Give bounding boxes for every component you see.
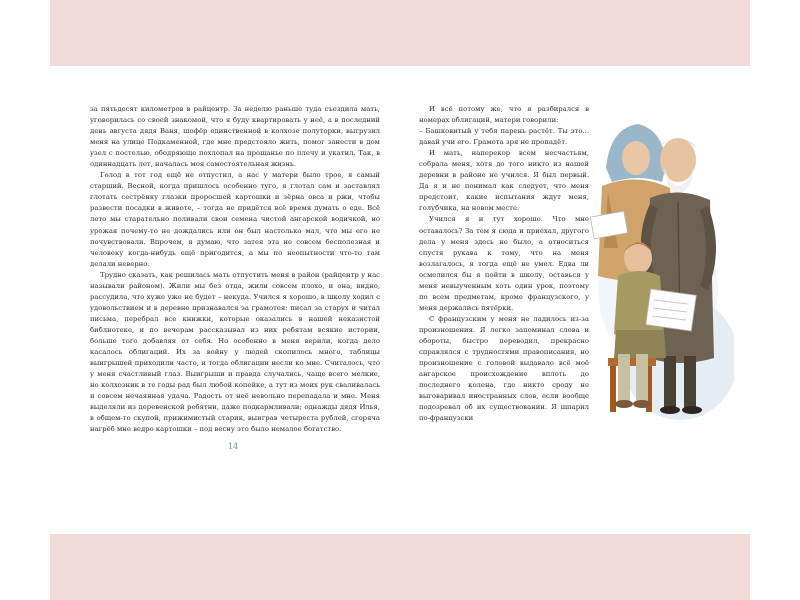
- right-paragraph: С французским у меня не ладилось из-за произношения. Я легко запоминал слова и обороты, быстро переводил, прекрасно справлялся с трудностями правописания, но произношение с головой выдавало всё моё ангарское происхождение вплоть до последнего колена, где никто сроду не выговаривал иностранных слов, если вообще подозревал об их существовании. Я шпарил по-французски: [419, 314, 589, 423]
- left-page-text: [90, 104, 380, 435]
- page-number: 14: [228, 442, 239, 451]
- illustration-family-reading: [588, 108, 734, 428]
- right-paragraph: И мать, наперекор всем несчастьям, собрала меня, хотя до того никто из нашей деревни в районе не учился. Я был первый. Да я и не понимал как следует, что меня предстоит, какие испытания ждут меня, голубчика, на новом месте.: [419, 149, 589, 213]
- right-paragraph: И всё потому же, что я разбирался в номерах облигаций, матери говорили:: [419, 105, 589, 125]
- right-paragraph: – Башковитый у тебя парень растёт. Ты это... давай учи его. Грамота зря не пропадёт.: [419, 127, 589, 147]
- right-paragraph: Учился я и тут хорошо. Что мне оставалось? За тем я сюда и приехал, другого дела у меня здесь не было, а относиться спустя рукава к тому, что на меня возлагалось, я тогда ещё не умел. Едва ли осмелился бы я пойти в школу, оставься у меня невыученным хоть один урок, поэтому по всем предметам, кроме французского, у меня держались пятёрки.: [419, 215, 589, 312]
- top-margin-band: [50, 0, 750, 66]
- left-paragraph: Трудно сказать, как решилась мать отпустить меня в район (райцентр у нас называли районом). Жили мы без отца, жили совсем плохо, и она, видно, рассудила, что хуже уже не будет – некуда. Учился я хорошо, в школу ходил с удовольствием и в деревне признавался за грамотея: писал за старух и читал письма, перебрал все книжки, которые оказались в нашей неказистой библиотеке, и по вечерам рассказывал из них ребятам всякие истории, больше того добавляя от себя. Но особенно в меня верили, когда дело касалось облигаций. Их за войну у людей скопилось много, таблицы выигрышей приходили часто, и тогда облигации несли ко мне. Считалось, что у меня счастливый глаз. Выигрыши и правда случались, чаще всего мелкие, но колхозник в те годы рад был любой копейке, а тут из моих рук сваливалась и совсем нечаянная удача. Радость от неё невольно перепадала и мне. Меня выделяли из деревенской ребятни, даже подкармливали; однажды дядя Илья, в общем-то скупой, прижимистый старик, выиграв четыреста рублей, сгоряча нагрёб мне ведро картошки – под весну это было немалое богатство.: [90, 270, 380, 434]
- right-page-text: [419, 104, 589, 424]
- left-paragraph: Голод в тот год ещё не отпустил, а нас у матери было трое, я самый старший. Весной, когда пришлось особенно туго, я глотал сам и заставлял глотать сестрёнку глазки проросшей картошки и зёрна овса и ржи, чтобы развести посадки в животе, – тогда не придётся всё время думать о еде. Всё лето мы старательно поливали свои семена чистой ангарской водичкой, но урожая почему-то не дождались или он был настолько мал, что мы его не почувствовали. Впрочем, я думаю, что затея эта не совсем бесполезная и человеку когда-нибудь ещё пригодится, а мы по неопытности что-то там делали неверно.: [90, 171, 380, 268]
- bottom-margin-band: [50, 534, 750, 600]
- left-paragraph: за пятьдесят километров в райцентр. За неделю раньше туда съездила мать, уговорилась со своей знакомой, что я буду квартировать у неё, а в последний день августа дядя Ваня, шофёр единственной в колхозе полуторки, выгрузил меня на улице Подкаменной, где мне предстояло жить, помог занести в дом узел с постелью, ободряюще похлопал на прощанье по плечу и укатил. Так, в одиннадцать лет, началась моя самостоятельная жизнь.: [90, 105, 380, 169]
